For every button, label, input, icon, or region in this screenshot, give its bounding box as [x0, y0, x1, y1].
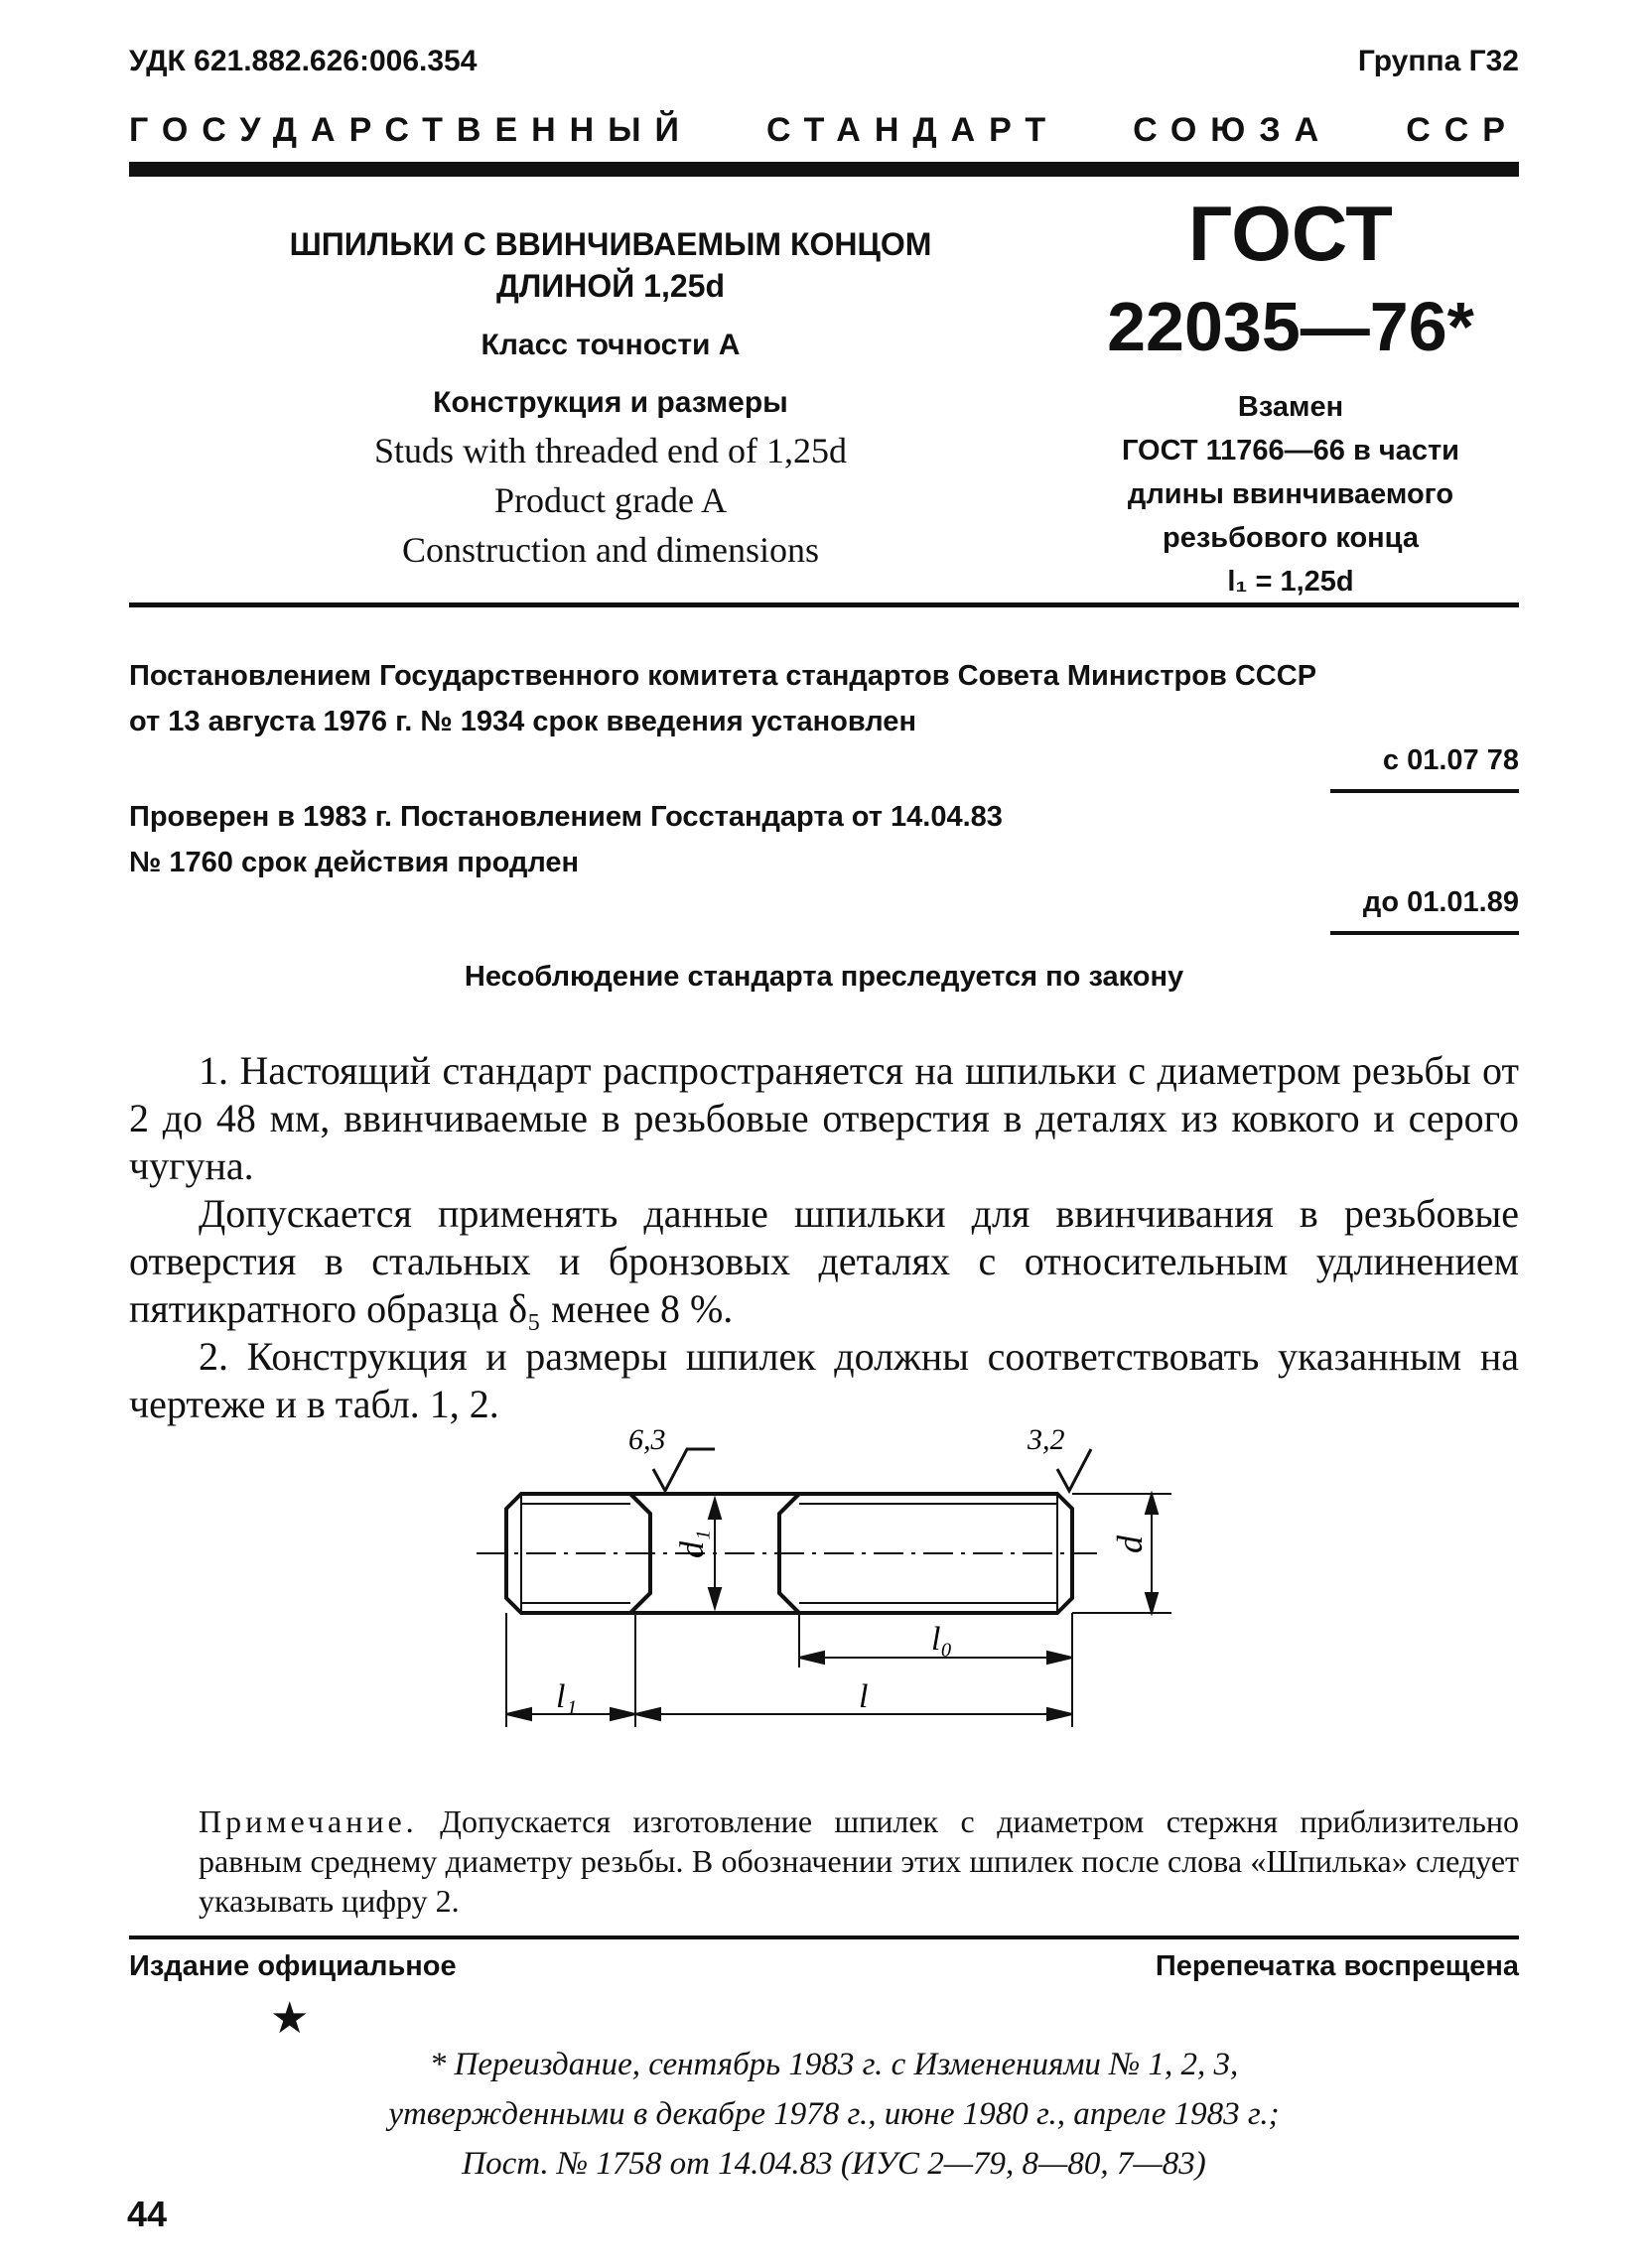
title-ru-line1: ШПИЛЬКИ С ВВИНЧИВАЕМЫМ КОНЦОМ: [289, 226, 932, 262]
stud-drawing: [477, 1419, 1191, 1767]
replaces-line4: резьбового конца: [1162, 522, 1419, 554]
reprint-line2: утвержденными в декабре 1978 г., июне 1980 г., апреле 1983 г.;: [388, 2096, 1280, 2132]
paragraph-3: 2. Конструкция и размеры шпилек должны соответствовать указанным на чертеже и в табл. 1, 2.: [129, 1334, 1519, 1426]
body-text: [129, 1047, 1519, 1428]
extension-lines: [506, 1613, 1072, 1727]
title-block: [199, 223, 1023, 569]
title-en-line1: Studs with threaded end of 1,25d: [374, 431, 847, 470]
reprint-line3: Пост. № 1758 от 14.04.83 (ИУС 2—79, 8—80, 7—83): [462, 2146, 1206, 2182]
title-ru-line2: ДЛИНОЙ 1,25d: [496, 268, 725, 304]
reprint-line1: * Переиздание, сентябрь 1983 г. с Изменениями № 1, 2, 3,: [429, 2047, 1239, 2082]
date-from-underline: [1330, 789, 1519, 793]
title-en-line3: Construction and dimensions: [402, 530, 819, 570]
note-text: Допускается изготовление шпилек с диаметром стержня приблизительно равным среднему диаметру резьбы. В обозначении этих шпилек после слова «Шпилька» следует указывать цифру 2.: [199, 1803, 1520, 1919]
reprint-note: [288, 2040, 1380, 2189]
gost-block: [1052, 189, 1529, 603]
check-line1: Проверен в 1983 г. Постановлением Госстандарта от 14.04.83: [129, 801, 1003, 833]
page-number: 44: [127, 2194, 168, 2234]
roughness-marks: [653, 1449, 1091, 1491]
replaces-block: [1052, 385, 1529, 603]
title-ru-class: Класс точности А: [481, 329, 741, 361]
law-warning: Несоблюдение стандарта преследуется по закону: [464, 961, 1184, 993]
label-l0: l₀: [931, 1621, 953, 1658]
label-l: l: [859, 1678, 869, 1715]
label-d1: d₁: [674, 1530, 711, 1558]
footer-rule: [129, 1935, 1519, 1939]
label-l1: l₁: [556, 1678, 578, 1715]
title-en-line2: Product grade A: [494, 480, 727, 520]
reprint-prohibited: Перепечатка воспрещена: [1155, 1950, 1519, 1982]
group-code: Группа Г32: [1357, 45, 1519, 77]
label-d: d: [1110, 1535, 1150, 1553]
decree-line1: Постановлением Государственного комитета стандартов Совета Министров СССР: [129, 660, 1317, 692]
roughness-left: 6,3: [628, 1423, 666, 1456]
header-thick-rule: [129, 162, 1519, 177]
date-to-underline: [1330, 931, 1519, 935]
gost-number: 22035—76*: [1107, 288, 1474, 365]
paragraph-2: Допускается применять данные шпильки для ввинчивания в резьбовые отверстия в стальных и бронзовых деталях с относительным удлинением пятикратного образца δ₅ менее 8 %.: [129, 1191, 1519, 1331]
roughness-right: 3,2: [1028, 1423, 1065, 1456]
paragraph-1: 1. Настоящий стандарт распространяется на шпильки с диаметром резьбы от 2 до 48 мм, ввинчиваемые в резьбовые отверстия в деталях из ковкого и серого чугуна.: [129, 1048, 1519, 1188]
replaces-line2: ГОСТ 11766—66 в части: [1122, 435, 1459, 467]
edition-official: Издание официальное: [129, 1950, 457, 1982]
replaces-line3: длины ввинчиваемого: [1127, 478, 1454, 510]
state-standard-title: [129, 111, 1519, 150]
decree-line2: от 13 августа 1976 г. № 1934 срок введения установлен: [129, 706, 916, 737]
title-ru-construction: Конструкция и размеры: [433, 386, 788, 419]
replaces-line1: Взамен: [1237, 391, 1344, 423]
dimension-l1-l: [506, 1708, 1072, 1720]
title-bottom-rule: [129, 602, 1519, 607]
state-title-word-1: ГОСУДАРСТВЕННЫЙ: [129, 111, 693, 149]
star-icon: ★: [270, 1994, 310, 2043]
gost-word: ГОСТ: [1188, 190, 1393, 277]
replaces-line5: l₁ = 1,25d: [1227, 566, 1354, 598]
date-from: с 01.07 78: [1382, 744, 1519, 776]
udk-code: УДК 621.882.626:006.354: [129, 45, 478, 77]
note: [199, 1801, 1519, 1921]
note-label: Примечание.: [199, 1803, 418, 1839]
check-line2: № 1760 срок действия продлен: [129, 847, 580, 878]
date-to: до 01.01.89: [1362, 886, 1519, 918]
state-title-word-3: СОЮЗА: [1133, 111, 1333, 149]
state-title-word-2: СТАНДАРТ: [765, 111, 1060, 149]
state-title-word-4: ССР: [1406, 111, 1519, 149]
